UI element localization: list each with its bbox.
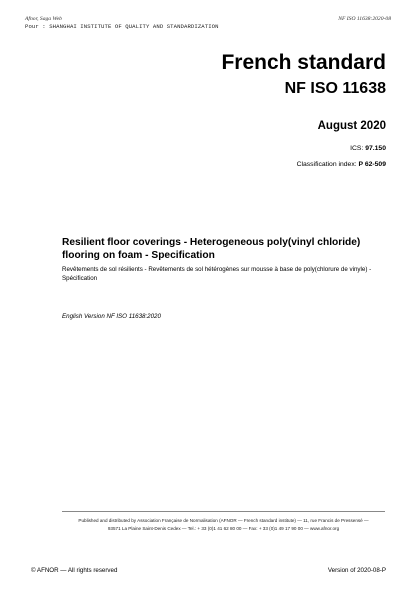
ics-value: 97.150 [365,145,386,152]
standard-number: NF ISO 11638 [284,80,386,97]
document-title: Resilient floor coverings - Heterogeneous poly(vinyl chloride) flooring on foam - Specification [62,237,361,261]
publisher-info [62,517,385,533]
header-doc-ref: NF ISO 11638:2020-08 [338,16,391,22]
ics-label: ICS: [350,145,366,152]
watermark-line: Afnor, Saga Web [25,16,62,22]
publication-date: August 2020 [317,120,386,132]
ics-line [350,145,386,152]
publisher-line-2: 93571 La Plaine Saint-Denis Cedex — Tel.: + 33 (0)1 41 62 80 00 — Fax: + 33 (0)1 49 17 90 00 — www.afnor.org [107,526,340,531]
version-label: Version of 2020-08-P [327,567,386,574]
classification-line [297,161,386,168]
classification-label: Classification index: [296,161,359,168]
classification-value: P 62-509 [358,161,386,168]
page-title: French standard [221,51,386,74]
publisher-line-1: Published and distributed by Association Française de Normalisation (AFNOR — French standard institute) — 11, rue Francis de Pressensé — [78,518,369,523]
footer-divider [62,511,385,512]
pour-line: Pour : SHANGHAI INSTITUTE OF QUALITY AND STANDARDIZATION [25,23,219,30]
copyright: © AFNOR — All rights reserved [31,567,118,574]
document-subtitle: Revêtements de sol résilients - Revêtements de sol hétérogènes sur mousse à base de poly(chlorure de vinyle) - Spécification [62,266,372,282]
english-version: English Version NF ISO 11638:2020 [62,313,161,320]
